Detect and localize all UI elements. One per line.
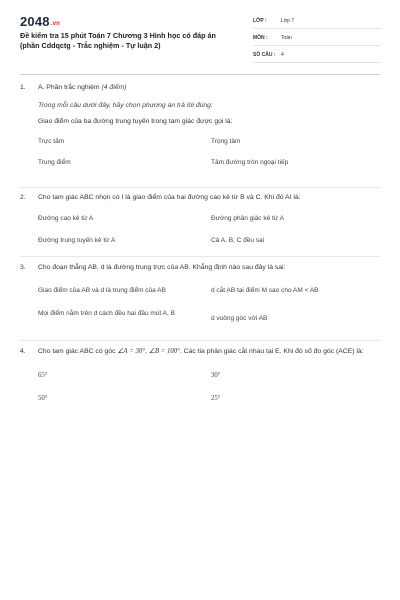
meta-value: 4 xyxy=(281,52,284,58)
part-hint: (4 điểm) xyxy=(101,84,127,91)
question-stem-start: Cho tam giác ABC có góc xyxy=(38,348,116,355)
question-number: 2. xyxy=(20,194,26,201)
options xyxy=(38,357,380,417)
option-b[interactable]: d cắt AB tại điểm M sao cho AM < AB xyxy=(211,287,319,294)
question-number: 3. xyxy=(20,264,26,271)
logo-suffix: .vn xyxy=(50,21,61,27)
question-stem-end: . Các tia phân giác cắt nhau tại E. Khi đó số đo góc (ACE) là: xyxy=(179,348,364,355)
option-b[interactable]: Trọng tâm xyxy=(211,138,241,145)
document-title: Đề kiểm tra 15 phút Toán 7 Chương 3 Hình học có đáp án (phần Cddqctg - Trắc nghiệm - Tự luận 2) xyxy=(20,31,216,50)
header-divider xyxy=(20,74,380,75)
question-number: 1. xyxy=(20,84,26,91)
question-3 xyxy=(20,263,380,333)
option-d[interactable]: d vuông góc với AB xyxy=(211,315,268,322)
meta-row-class xyxy=(253,14,381,29)
logo-text: 2048 xyxy=(20,14,50,29)
meta-label: LỚP : xyxy=(253,18,267,24)
instruction-text: Trong mỗi câu dưới đây, hãy chọn phương án trả lời đúng: xyxy=(38,102,213,109)
question-number: 4. xyxy=(20,348,26,355)
question-stem: Giao điểm của ba đường trung tuyến trong tam giác được gọi là: xyxy=(38,118,233,125)
option-b[interactable]: 30° xyxy=(211,372,221,379)
meta-value: Lớp 7 xyxy=(281,18,295,24)
option-b[interactable]: Đường phân giác kẻ từ A xyxy=(211,215,284,222)
meta-row-count xyxy=(253,48,381,63)
option-c[interactable]: 50° xyxy=(38,395,48,402)
question-1 xyxy=(20,83,380,165)
options xyxy=(38,125,380,165)
question-4: 4. Cho tam giác ABC có góc ∠A = 30°, ∠B = 100°. Các tia phân giác cắt nhau tại E. Khi đó số đo góc (ACE) là: 65° 30° 50° 25° xyxy=(20,347,380,417)
question-divider xyxy=(20,187,380,188)
option-a[interactable]: Đường cao kẻ từ A xyxy=(38,215,94,222)
option-d[interactable]: Tâm đường tròn ngoại tiếp xyxy=(211,159,289,166)
angle-a: ∠A = 30° xyxy=(117,348,145,355)
option-d[interactable]: 25° xyxy=(211,395,221,402)
angle-b: ∠B = 100° xyxy=(148,348,180,355)
meta-label: MÔN : xyxy=(253,35,268,41)
option-c[interactable]: Mọi điểm nằm trên d cách đều hai đầu mút A, B xyxy=(38,310,175,317)
option-a[interactable]: 65° xyxy=(38,372,48,379)
question-divider xyxy=(20,256,380,257)
option-a[interactable]: Trực tâm xyxy=(38,138,65,145)
question-stem: Cho đoạn thẳng AB, d là đường trung trực của AB. Khẳng định nào sau đây là sai: xyxy=(38,264,286,271)
option-a[interactable]: Giao điểm của AB và d là trung điểm của AB xyxy=(38,287,166,294)
meta-row-subject xyxy=(253,31,381,46)
option-c[interactable]: Trung điểm xyxy=(38,159,71,166)
options xyxy=(38,203,380,243)
part-title: A. Phần trắc nghiệm xyxy=(38,84,100,91)
options xyxy=(38,273,380,333)
option-d[interactable]: Cả A, B, C đều sai xyxy=(211,237,265,244)
option-c[interactable]: Đường trung tuyến kẻ từ A xyxy=(38,237,116,244)
question-divider xyxy=(20,340,380,341)
question-2 xyxy=(20,193,380,243)
meta-value: Toán xyxy=(281,35,292,41)
site-logo[interactable] xyxy=(20,14,60,29)
question-stem: Cho tam giác ABC nhọn có I là giao điểm của hai đường cao kẻ từ B và C. Khi đó AI là: xyxy=(38,194,301,201)
meta-table xyxy=(253,14,381,65)
meta-label: SỐ CÂU : xyxy=(253,52,276,58)
